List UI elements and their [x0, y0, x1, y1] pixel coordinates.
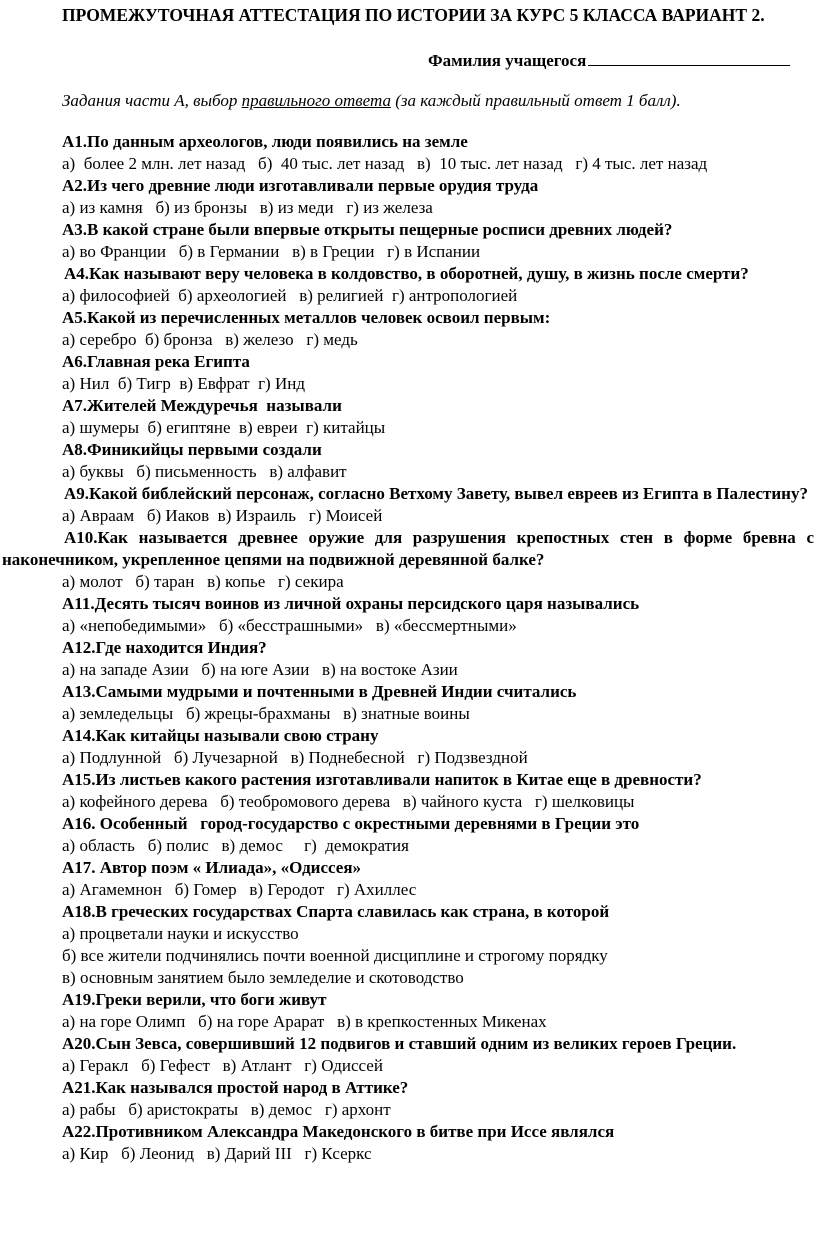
question-a20: А20.Сын Зевса, совершивший 12 подвигов и ставший одним из великих героев Греции. — [62, 1034, 737, 1053]
question-a21: А21.Как назывался простой народ в Аттике? — [62, 1078, 409, 1097]
answers-a2: а) из камня б) из бронзы в) из меди г) из железа — [62, 198, 433, 217]
question-a7: А7.Жителей Междуречья называли — [62, 396, 342, 415]
question-a13: А13.Самыми мудрыми и почтенными в Древней Индии считались — [62, 682, 577, 701]
answers-a20: а) Геракл б) Гефест в) Атлант г) Одиссей — [62, 1056, 383, 1075]
instructions-underlined: правильного ответа — [241, 91, 391, 110]
answers-a14: а) Подлунной б) Лучезарной в) Поднебесной г) Подзвездной — [62, 748, 528, 767]
answers-a18-a: а) процветали науки и искусство — [62, 924, 299, 943]
questions-list — [0, 131, 816, 1165]
answers-a3: а) во Франции б) в Германии в) в Греции г) в Испании — [62, 242, 481, 261]
question-a11: А11.Десять тысяч воинов из личной охраны персидского царя назывались — [62, 594, 640, 613]
answers-a5: а) серебро б) бронза в) железо г) медь — [62, 330, 358, 349]
instructions-tail: (за каждый правильный ответ 1 балл). — [390, 91, 681, 110]
instructions-text: Задания части А, выбор — [62, 91, 242, 110]
question-a9: А9.Какой библейский персонаж, согласно Ветхому Завету, вывел евреев из Египта в Палестину? — [64, 484, 808, 503]
answers-a18-c: в) основным занятием было земледелие и скотоводство — [62, 968, 464, 987]
question-a14: А14.Как китайцы называли свою страну — [62, 726, 379, 745]
instructions — [62, 90, 681, 112]
surname-blank-line[interactable] — [588, 49, 790, 66]
answers-a15: а) кофейного дерева б) теобромового дерева в) чайного куста г) шелковицы — [62, 792, 635, 811]
question-a10: А10.Как называется древнее оружие для разрушения крепостных стен в форме бревна с наконечником, укрепленное цепями на подвижной деревянной балке? — [2, 528, 814, 569]
answers-a10: а) молот б) таран в) копье г) секира — [62, 572, 344, 591]
answers-a18-b: б) все жители подчинялись почти военной дисциплине и строгому порядку — [62, 946, 608, 965]
question-a15: А15.Из листьев какого растения изготавливали напиток в Китае еще в древности? — [62, 770, 702, 789]
answers-a17: а) Агамемнон б) Гомер в) Геродот г) Ахиллес — [62, 880, 417, 899]
surname-label: Фамилия учащегося — [428, 51, 587, 70]
question-a16: А16. Особенный город-государство с окрестными деревнями в Греции это — [62, 814, 640, 833]
answers-a16: а) область б) полис в) демос г) демократия — [62, 836, 409, 855]
question-a12: А12.Где находится Индия? — [62, 638, 267, 657]
answers-a12: а) на западе Азии б) на юге Азии в) на востоке Азии — [62, 660, 458, 679]
answers-a4: а) философией б) археологией в) религией г) антропологией — [62, 286, 518, 305]
question-a3: А3.В какой стране были впервые открыты пещерные росписи древних людей? — [62, 220, 673, 239]
surname-field — [428, 49, 790, 72]
question-a19: А19.Греки верили, что боги живут — [62, 990, 327, 1009]
answers-a22: а) Кир б) Леонид в) Дарий III г) Ксеркс — [62, 1144, 372, 1163]
question-a18: А18.В греческих государствах Спарта славилась как страна, в которой — [62, 902, 610, 921]
answers-a7: а) шумеры б) египтяне в) евреи г) китайцы — [62, 418, 386, 437]
question-a6: А6.Главная река Египта — [62, 352, 250, 371]
question-a8: А8.Финикийцы первыми создали — [62, 440, 322, 459]
page-title: ПРОМЕЖУТОЧНАЯ АТТЕСТАЦИЯ ПО ИСТОРИИ ЗА КУРС 5 КЛАССА ВАРИАНТ 2. — [62, 5, 765, 25]
question-a22: А22.Противником Александра Македонского в битве при Иссе являлся — [62, 1122, 615, 1141]
question-a5: А5.Какой из перечисленных металлов человек освоил первым: — [62, 308, 551, 327]
answers-a8: а) буквы б) письменность в) алфавит — [62, 462, 347, 481]
answers-a6: а) Нил б) Тигр в) Евфрат г) Инд — [62, 374, 305, 393]
answers-a21: а) рабы б) аристократы в) демос г) архонт — [62, 1100, 391, 1119]
answers-a11: а) «непобедимыми» б) «бесстрашными» в) «бессмертными» — [62, 616, 517, 635]
answers-a19: а) на горе Олимп б) на горе Арарат в) в крепкостенных Микенах — [62, 1012, 547, 1031]
answers-a1: а) более 2 млн. лет назад б) 40 тыс. лет назад в) 10 тыс. лет назад г) 4 тыс. лет назад — [62, 154, 708, 173]
answers-a9: а) Авраам б) Иаков в) Израиль г) Моисей — [62, 506, 383, 525]
question-a4: А4.Как называют веру человека в колдовство, в оборотней, душу, в жизнь после смерти? — [64, 264, 749, 283]
question-a2: А2.Из чего древние люди изготавливали первые орудия труда — [62, 176, 539, 195]
answers-a13: а) земледельцы б) жрецы-брахманы в) знатные воины — [62, 704, 470, 723]
question-a1: А1.По данным археологов, люди появились на земле — [62, 132, 468, 151]
question-a17: А17. Автор поэм « Илиада», «Одиссея» — [62, 858, 362, 877]
